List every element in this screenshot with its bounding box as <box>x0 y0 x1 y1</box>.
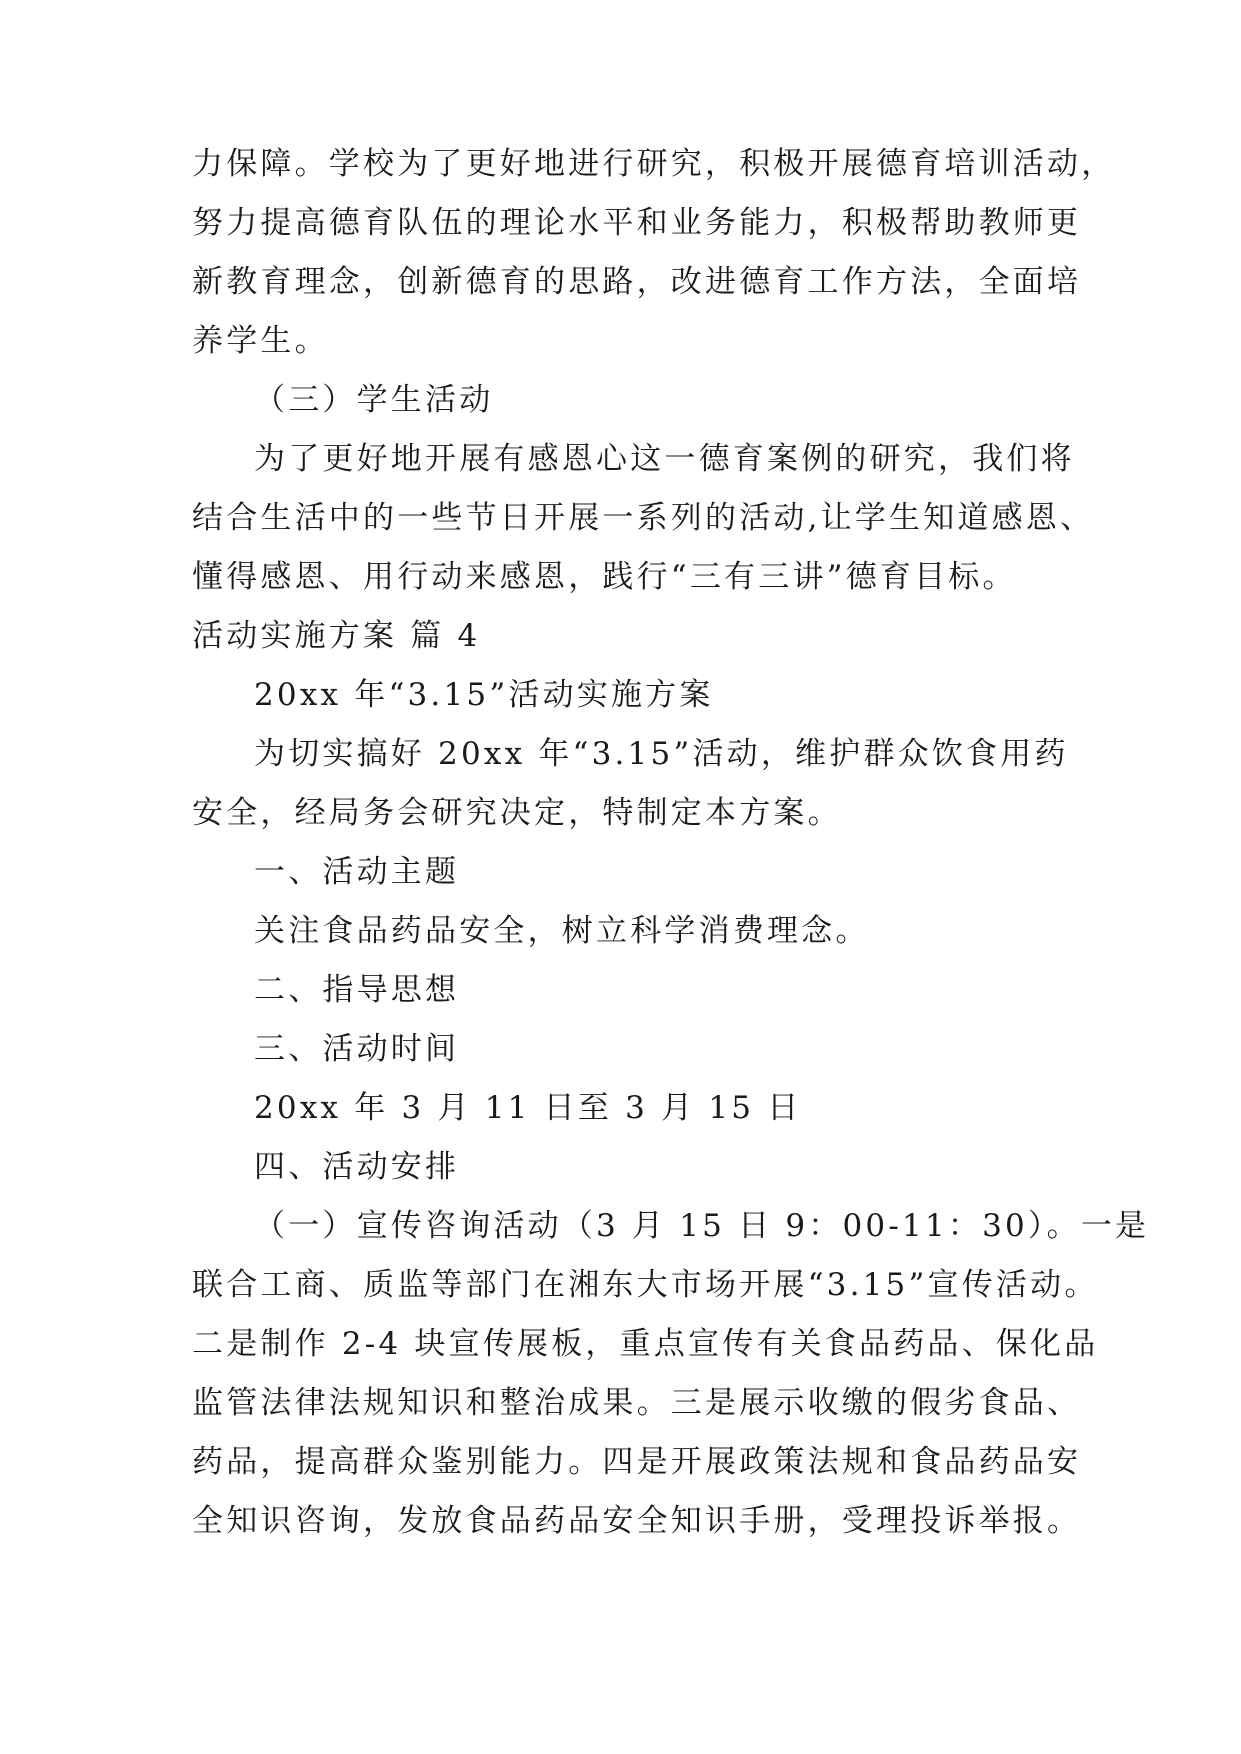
section-heading: 三、活动时间 <box>254 1031 460 1067</box>
paragraph-line: 结合生活中的一些节日开展一系列的活动,让学生知道感恩、 <box>192 500 1095 536</box>
paragraph-line: 监管法律法规知识和整治成果。三是展示收缴的假劣食品、 <box>192 1385 1082 1421</box>
plan-title: 20xx 年“3.15”活动实施方案 <box>254 677 714 713</box>
paragraph-line: 20xx 年 3 月 11 日至 3 月 15 日 <box>254 1090 802 1126</box>
paragraph-line: 养学生。 <box>192 323 329 359</box>
paragraph-line: 药品，提高群众鉴别能力。四是开展政策法规和食品药品安 <box>192 1444 1082 1480</box>
paragraph-line: 新教育理念，创新德育的思路，改进德育工作方法，全面培 <box>192 264 1082 300</box>
paragraph-line: 联合工商、质监等部门在湘东大市场开展“3.15”宣传活动。 <box>192 1267 1099 1303</box>
section-heading: 四、活动安排 <box>254 1149 460 1185</box>
paragraph-line: 二是制作 2-4 块宣传展板，重点宣传有关食品药品、保化品 <box>192 1326 1099 1362</box>
paragraph-line: 全知识咨询，发放食品药品安全知识手册，受理投诉举报。 <box>192 1503 1082 1539</box>
section-heading: 一、活动主题 <box>254 854 460 890</box>
paragraph-line: 力保障。学校为了更好地进行研究，积极开展德育培训活动， <box>192 146 1116 182</box>
paragraph-line: 安全，经局务会研究决定，特制定本方案。 <box>192 795 842 831</box>
paragraph-line: 努力提高德育队伍的理论水平和业务能力，积极帮助教师更 <box>192 205 1082 241</box>
paragraph-line: 为了更好地开展有感恩心这一德育案例的研究，我们将 <box>254 441 1075 477</box>
paragraph-line: 关注食品药品安全，树立科学消费理念。 <box>254 913 870 949</box>
paragraph-line: 懂得感恩、用行动来感恩，践行“三有三讲”德育目标。 <box>192 559 1017 595</box>
section-heading: 二、指导思想 <box>254 972 460 1008</box>
document-title: 活动实施方案 篇 4 <box>192 618 481 654</box>
paragraph-line: （一）宣传咨询活动（3 月 15 日 9：00-11：30）。一是 <box>254 1208 1150 1244</box>
document-page <box>192 0 1150 1754</box>
section-heading: （三）学生活动 <box>254 382 494 418</box>
paragraph-line: 为切实搞好 20xx 年“3.15”活动，维护群众饮食用药 <box>254 736 1069 772</box>
